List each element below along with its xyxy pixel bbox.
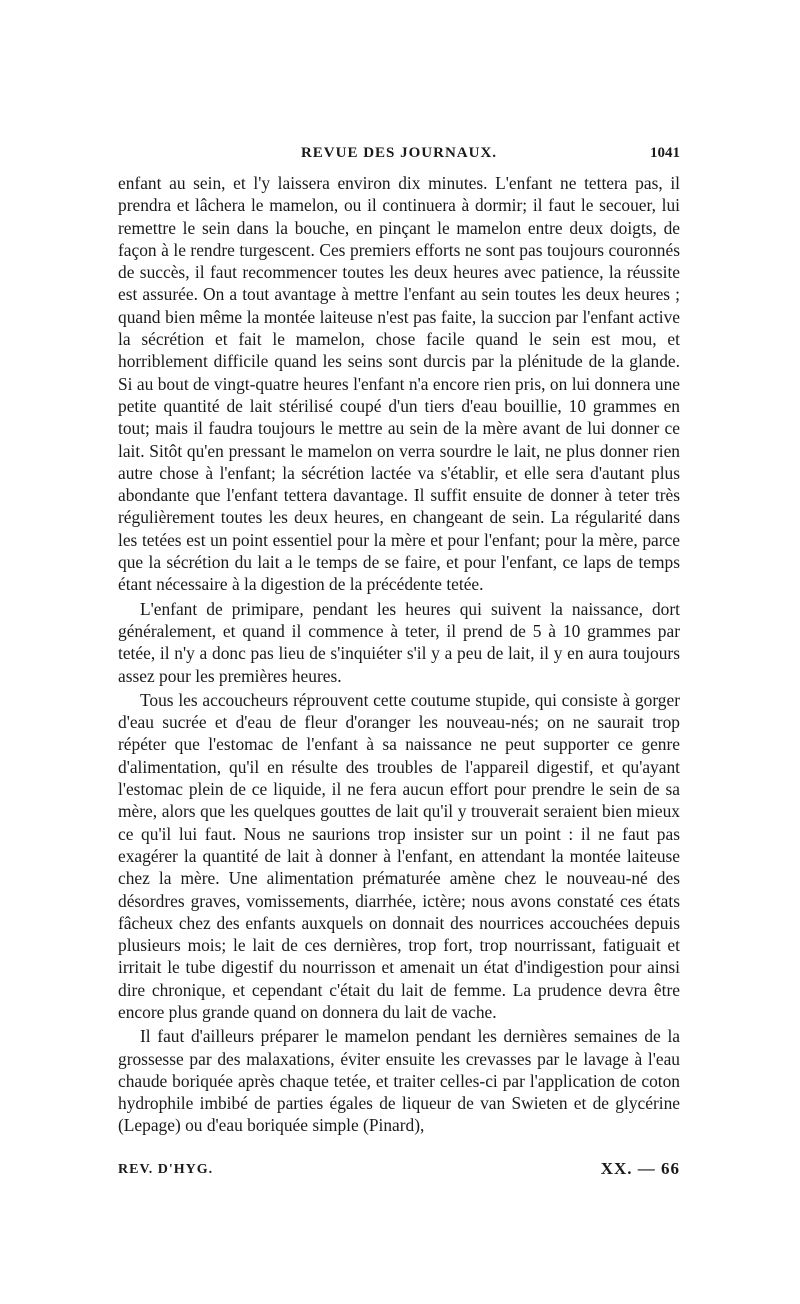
paragraph: L'enfant de primipare, pendant les heures qui suivent la naissance, dort généralement, et quand il commence à teter, il prend de 5 à 10 grammes par tetée, il n'y a donc pas lieu de s'inquiéter s'il y a peu de lait, il y en aura toujours assez pour les premières heures.	[118, 598, 680, 686]
document-page	[118, 0, 680, 1304]
page-footer	[118, 1159, 680, 1186]
page-number: 1041	[650, 145, 680, 161]
paragraph: Il faut d'ailleurs préparer le mamelon pendant les dernières semaines de la grossesse par des malaxations, éviter ensuite les crevasses par le lavage à l'eau chaude boriquée après chaque tetée, et traiter celles-ci par l'application de coton hydrophile imbibé de parties égales de liqueur de van Swieten et de glycérine (Lepage) ou d'eau boriquée simple (Pinard),	[118, 1026, 680, 1136]
paragraph-continued: enfant au sein, et l'y laissera environ dix minutes. L'enfant ne tettera pas, il prendra et lâchera le mamelon, ou il continuera à dormir; il faut le secouer, lui remettre le sein dans la bouche, en pinçant le mamelon entre deux doigts, de façon à le rendre turgescent. Ces premiers efforts ne sont pas toujours couronnés de succès, il faut recommencer toutes les deux heures avec patience, la réussite est assurée. On a tout avantage à mettre l'enfant au sein toutes les deux heures ; quand bien même la montée laiteuse n'est pas faite, la succion par l'enfant active la sécrétion et fait le mamelon, chose facile quand le sein est mou, et horriblement difficile quand les seins sont durcis par la plénitude de la glande. Si au bout de vingt-quatre heures l'enfant n'a encore rien pris, on lui donnera une petite quantité de lait stérilisé coupé d'un tiers d'eau bouillie, 10 grammes en tout; mais il faudra toujours le mettre au sein de la mère avant de lui donner ce lait. Sitôt qu'en pressant le mamelon on verra sourdre le lait, ne plus donner rien autre chose à l'enfant; la sécrétion lactée va s'établir, et elle sera d'autant plus abondante que l'enfant tettera davantage. Il suffit ensuite de donner à teter très régulièrement toutes les deux heures, en changeant de sein. La régularité dans les tetées est un point essentiel pour la mère et pour l'enfant; pour la mère, parce que la sécrétion du lait a le temps de se faire, et pour l'enfant, ce laps de temps étant nécessaire à la digestion de la précédente tetée.	[118, 173, 680, 595]
paragraph: Tous les accoucheurs réprouvent cette coutume stupide, qui consiste à gorger d'eau sucrée et d'eau de fleur d'oranger les nouveau-nés; on ne saurait trop répéter que l'estomac de l'enfant à sa naissance ne peut supporter ce genre d'alimentation, qu'il en résulte des troubles de l'appareil digestif, et qu'ayant l'estomac plein de ce liquide, il ne fera aucun effort pour prendre le sein de sa mère, alors que les quelques gouttes de lait qu'il y trouverait seraient bien mieux ce qu'il lui faut. Nous ne saurions trop insister sur un point : il ne faut pas exagérer la quantité de lait à donner à l'enfant, en attendant la montée laiteuse chez la mère. Une alimentation prématurée amène chez le nouveau-né des désordres graves, vomissements, diarrhée, ictère; nous avons constaté ces états fâcheux chez des enfants auxquels on donnait des nourrices accouchées depuis plusieurs mois; le lait de ces dernières, trop fort, trop nourrissant, fatiguait et irritait le tube digestif du nourrisson et amenait un état d'indigestion pour ainsi dire chronique, et cependant c'était du lait de femme. La prudence devra être encore plus grande quand on donnera du lait de vache.	[118, 689, 680, 1022]
journal-signature: REV. D'HYG.	[118, 1162, 214, 1177]
sheet-signature: XX. — 66	[600, 1159, 680, 1178]
article-body	[118, 172, 680, 1137]
running-title: REVUE DES JOURNAUX.	[300, 145, 498, 161]
running-head	[118, 143, 680, 169]
